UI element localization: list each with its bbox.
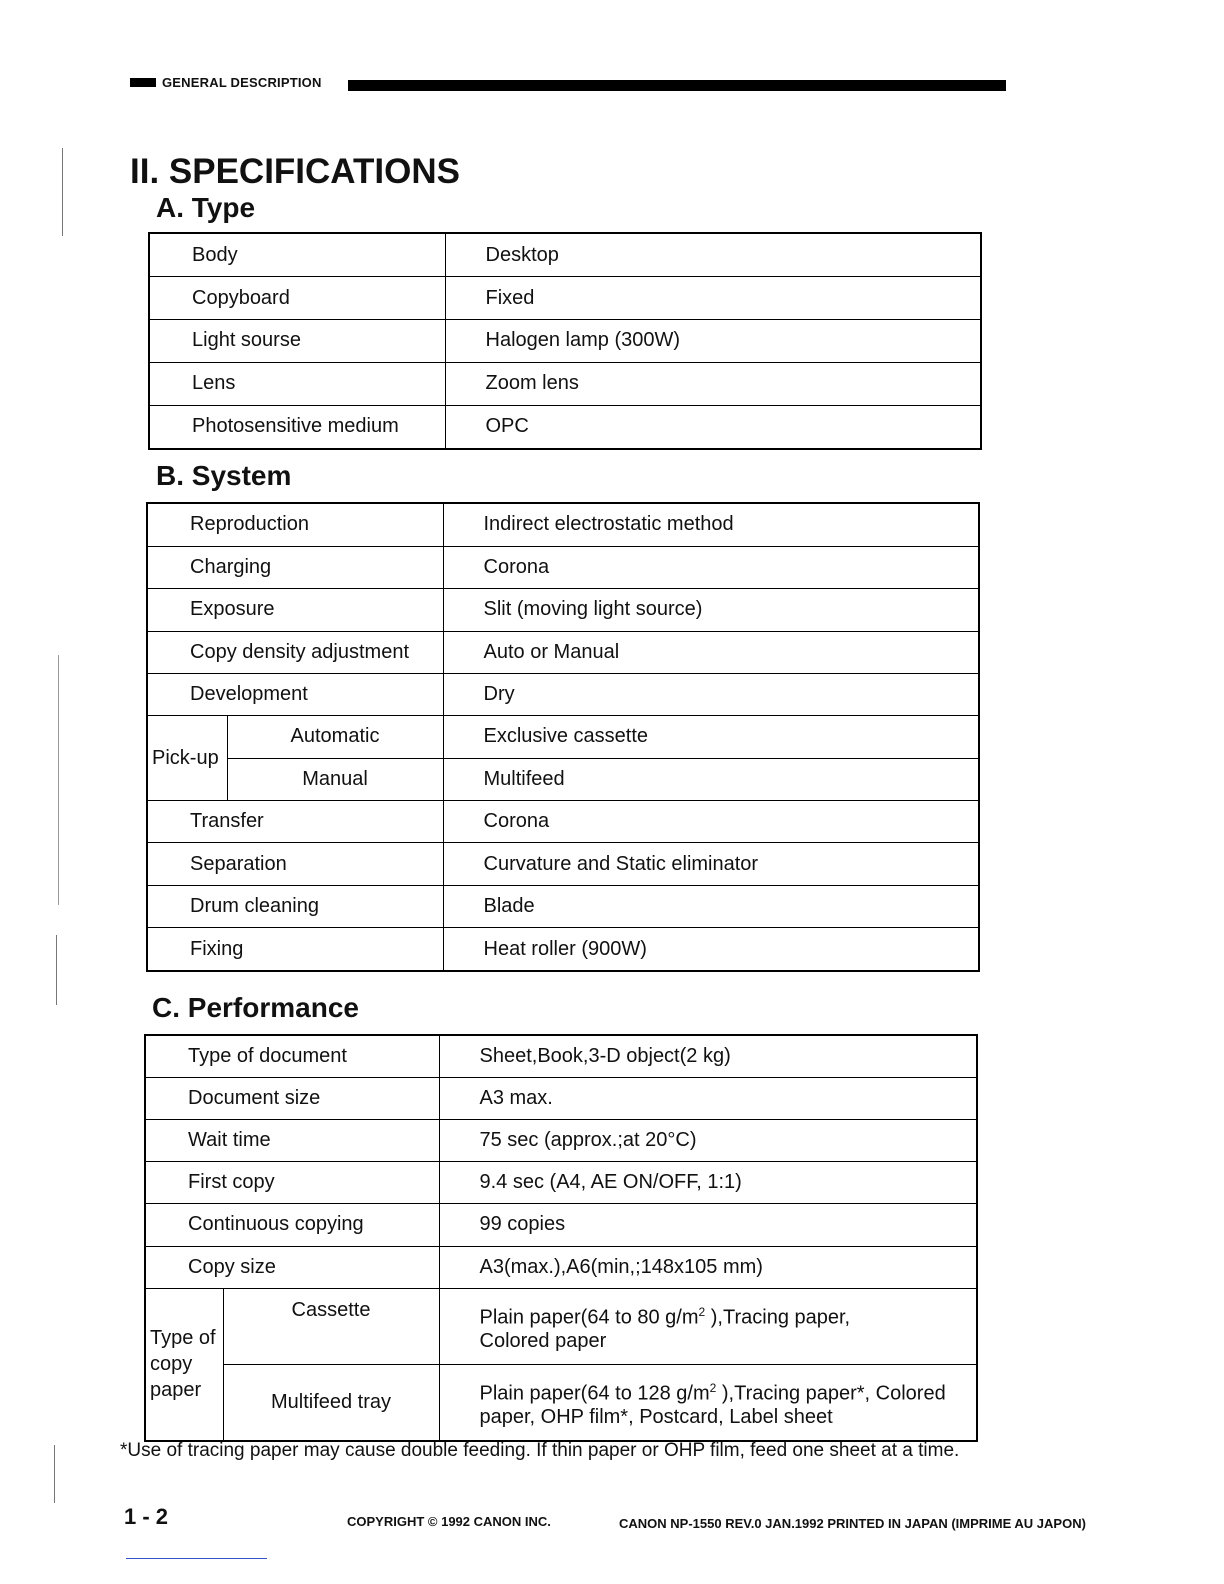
page-title: II. SPECIFICATIONS — [130, 152, 460, 191]
table-row — [145, 1162, 977, 1204]
table-row — [145, 1246, 977, 1288]
cassette-value-pre: Plain paper(64 to 80 g/m — [479, 1306, 699, 1329]
type-heading: A. Type — [156, 192, 256, 223]
performance-heading: C. Performance — [152, 992, 359, 1023]
print-info: CANON NP-1550 REV.0 JAN.1992 PRINTED IN JAPAN (IMPRIME AU JAPON) — [619, 1516, 1086, 1531]
spec-label: Type of document — [145, 1035, 439, 1077]
spec-label: Continuous copying — [145, 1204, 439, 1246]
table-row — [145, 1365, 977, 1441]
superscript: 2 — [698, 1304, 706, 1319]
spec-label: Exposure — [147, 589, 443, 631]
spec-value: Sheet,Book,3-D object(2 kg) — [439, 1035, 977, 1077]
footnote: *Use of tracing paper may cause double feeding. If thin paper or OHP film, feed one sheet at a time. — [120, 1440, 960, 1461]
table-row — [147, 928, 979, 971]
type-table — [148, 232, 982, 450]
table-row — [147, 631, 979, 673]
spec-value: Desktop — [445, 233, 981, 277]
table-row — [147, 801, 979, 843]
header-rule — [348, 80, 1006, 91]
section-label: GENERAL DESCRIPTION — [162, 75, 322, 90]
spec-value: Corona — [443, 801, 979, 843]
copy-paper-label-line1: Type of — [150, 1327, 216, 1350]
spec-label: Charging — [147, 546, 443, 588]
copyright-notice: COPYRIGHT © 1992 CANON INC. — [347, 1514, 551, 1529]
pickup-automatic-value: Exclusive cassette — [443, 716, 979, 758]
spec-value: Slit (moving light source) — [443, 589, 979, 631]
spec-value: Blade — [443, 885, 979, 927]
spec-label: Copy size — [145, 1246, 439, 1288]
table-row — [147, 716, 979, 758]
table-row — [145, 1119, 977, 1161]
scan-margin-mark — [54, 1445, 55, 1503]
header-lead-block — [130, 78, 156, 87]
spec-value: Curvature and Static eliminator — [443, 843, 979, 885]
spec-value: OPC — [445, 405, 981, 449]
page-number: 1 - 2 — [124, 1504, 169, 1529]
pickup-manual-value: Multifeed — [443, 758, 979, 800]
spec-value: A3(max.),A6(min,;148x105 mm) — [439, 1246, 977, 1288]
table-row — [149, 233, 981, 277]
spec-label: Separation — [147, 843, 443, 885]
cassette-value-post: ),Tracing paper, — [705, 1306, 851, 1329]
table-row — [147, 503, 979, 546]
cassette-value — [439, 1288, 977, 1364]
spec-value: 9.4 sec (A4, AE ON/OFF, 1:1) — [439, 1162, 977, 1204]
spec-label: Reproduction — [147, 503, 443, 546]
spec-value: A3 max. — [439, 1077, 977, 1119]
spec-label: Body — [149, 233, 445, 277]
spec-label: Photosensitive medium — [149, 405, 445, 449]
pickup-group-label: Pick-up — [147, 716, 227, 801]
underline-mark — [126, 1558, 267, 1559]
scan-margin-mark — [58, 655, 59, 905]
pickup-manual-label: Manual — [227, 758, 443, 800]
table-row — [147, 843, 979, 885]
spec-label: Wait time — [145, 1119, 439, 1161]
scan-margin-mark — [56, 935, 57, 1005]
spec-value: 75 sec (approx.;at 20°C) — [439, 1119, 977, 1161]
multifeed-value-pre: Plain paper(64 to 128 g/m — [479, 1382, 710, 1405]
superscript: 2 — [709, 1380, 717, 1395]
spec-value: Indirect electrostatic method — [443, 503, 979, 546]
table-row — [149, 362, 981, 405]
table-row — [147, 546, 979, 588]
spec-value: Zoom lens — [445, 362, 981, 405]
cassette-label: Cassette — [223, 1288, 439, 1364]
spec-value: Fixed — [445, 277, 981, 320]
spec-value: 99 copies — [439, 1204, 977, 1246]
table-row — [145, 1035, 977, 1077]
section-header-bar — [130, 74, 1006, 92]
spec-value: Heat roller (900W) — [443, 928, 979, 971]
table-row — [149, 277, 981, 320]
spec-label: Copyboard — [149, 277, 445, 320]
scan-margin-mark — [62, 148, 63, 236]
table-row — [149, 405, 981, 449]
spec-value: Dry — [443, 673, 979, 715]
multifeed-value-line2: paper, OHP film*, Postcard, Label sheet — [479, 1406, 833, 1429]
system-table — [146, 502, 980, 972]
table-row — [147, 673, 979, 715]
spec-label: Copy density adjustment — [147, 631, 443, 673]
copy-paper-label-line2: copy — [150, 1353, 193, 1376]
cassette-value-line2: Colored paper — [479, 1330, 607, 1353]
spec-label: Document size — [145, 1077, 439, 1119]
table-row — [147, 885, 979, 927]
spec-label: Light sourse — [149, 320, 445, 363]
multifeed-tray-value — [439, 1365, 977, 1441]
spec-label: First copy — [145, 1162, 439, 1204]
table-row — [145, 1077, 977, 1119]
table-row — [145, 1288, 977, 1364]
copy-paper-label-line3: paper — [150, 1379, 202, 1402]
spec-value: Corona — [443, 546, 979, 588]
table-row — [149, 320, 981, 363]
spec-label: Lens — [149, 362, 445, 405]
table-row — [147, 758, 979, 800]
pickup-automatic-label: Automatic — [227, 716, 443, 758]
spec-value: Halogen lamp (300W) — [445, 320, 981, 363]
spec-label: Fixing — [147, 928, 443, 971]
spec-label: Transfer — [147, 801, 443, 843]
spec-label: Development — [147, 673, 443, 715]
table-row — [145, 1204, 977, 1246]
table-row — [147, 589, 979, 631]
spec-label: Drum cleaning — [147, 885, 443, 927]
system-heading: B. System — [156, 460, 292, 491]
multifeed-value-post: ),Tracing paper*, Colored — [716, 1382, 946, 1405]
multifeed-tray-label: Multifeed tray — [223, 1365, 439, 1441]
copy-paper-group-label — [145, 1288, 223, 1441]
spec-value: Auto or Manual — [443, 631, 979, 673]
performance-table — [144, 1034, 978, 1442]
